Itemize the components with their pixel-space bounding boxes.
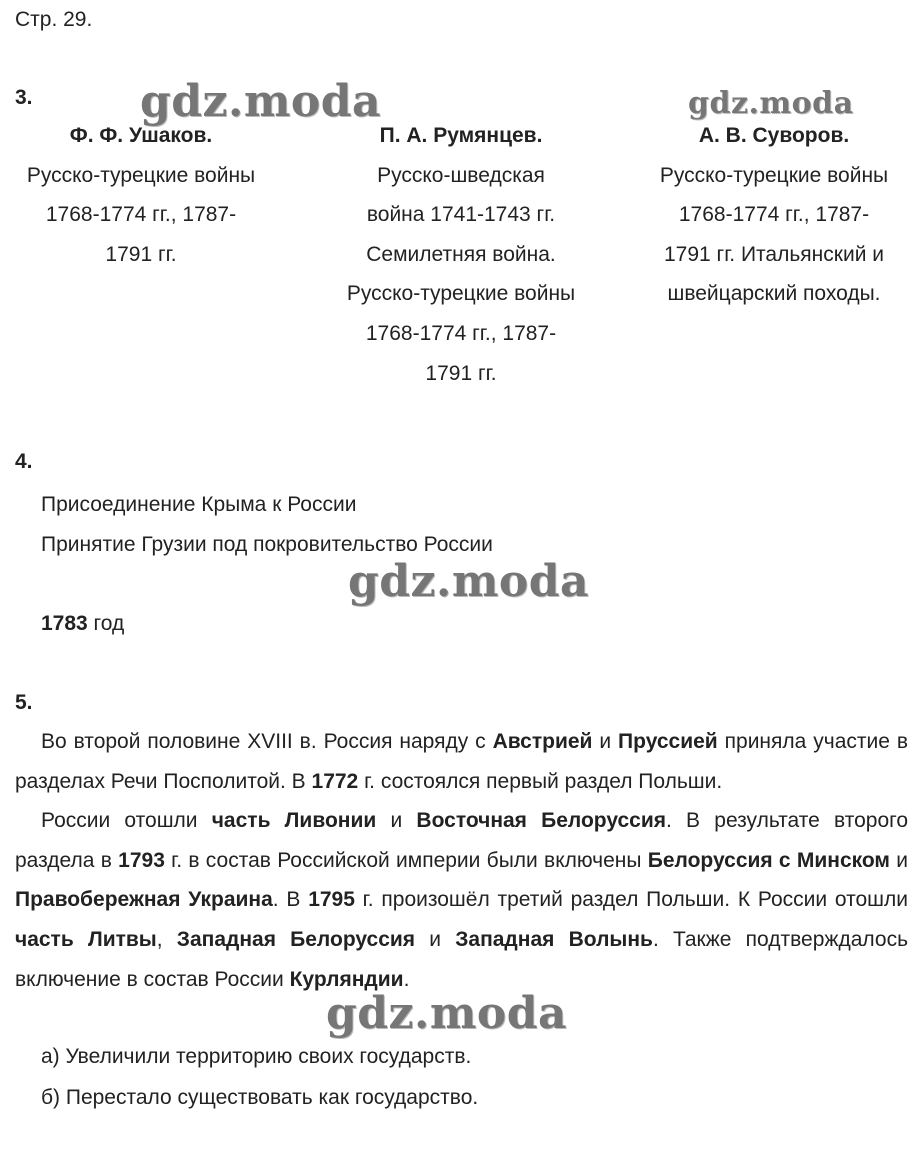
- watermark: gdz.moda: [348, 556, 590, 607]
- question-number: 5.: [15, 691, 33, 714]
- question-number: 3.: [15, 86, 33, 109]
- column-line: Семилетняя война.: [366, 242, 556, 266]
- question-number: 4.: [15, 450, 33, 473]
- answer-line: Принятие Грузии под покровительство России: [41, 533, 493, 556]
- year-answer: [41, 612, 124, 636]
- column-title: П. А. Румянцев.: [379, 124, 543, 147]
- history-paragraphs: [15, 722, 908, 999]
- column-line: Русско-турецкие войны: [346, 282, 576, 306]
- year-value: 1783: [41, 612, 88, 635]
- column-title: А. В. Суворов.: [698, 124, 850, 147]
- answer-a: а) Увеличили территорию своих государств.: [41, 1045, 472, 1068]
- column-line: Русско-турецкие войны: [26, 163, 256, 187]
- column-line: 1768-1774 гг., 1787-: [45, 203, 237, 227]
- answer-line: Присоединение Крыма к России: [41, 493, 357, 516]
- watermark: gdz.moda: [688, 86, 854, 121]
- column-line: 1791 гг.: [105, 242, 177, 266]
- year-suffix: год: [87, 612, 125, 635]
- column-line: 1791 гг. Итальянский и: [663, 242, 884, 266]
- column-rumyantsev: [325, 116, 597, 393]
- page-label: Стр. 29.: [15, 8, 93, 31]
- column-line: 1791 гг.: [425, 361, 497, 385]
- column-line: 1768-1774 гг., 1787-: [678, 203, 870, 227]
- column-line: Русско-турецкие войны: [659, 163, 889, 187]
- paragraph-2: России отошли часть Ливонии и Восточная Белоруссия. В результате второго раздела в 1793 г. в состав Российской империи были включены Белоруссия с Минском и Правобережная Украина. В 1795 г. произошёл третий раздел Польши. К России отошли часть Литвы, Западная Белоруссия и Западная Волынь. Также подтверждалось включение в состав России Курляндии.: [15, 809, 909, 991]
- column-suvorov: [643, 116, 905, 314]
- column-line: война 1741-1743 гг.: [366, 203, 556, 227]
- watermark: gdz.moda: [140, 76, 382, 127]
- column-ushakov: [10, 116, 272, 274]
- answer-b: б) Перестало существовать как государство.: [41, 1086, 479, 1109]
- column-line: 1768-1774 гг., 1787-: [365, 321, 557, 345]
- column-title: Ф. Ф. Ушаков.: [69, 124, 213, 147]
- column-line: швейцарский походы.: [667, 282, 881, 306]
- watermark: gdz.moda: [326, 988, 568, 1039]
- paragraph-1: Во второй половине XVIII в. Россия наряду с Австрией и Пруссией приняла участие в разделах Речи Посполитой. В 1772 г. состоялся первый раздел Польши.: [15, 730, 908, 793]
- column-line: Русско-шведская: [377, 163, 545, 187]
